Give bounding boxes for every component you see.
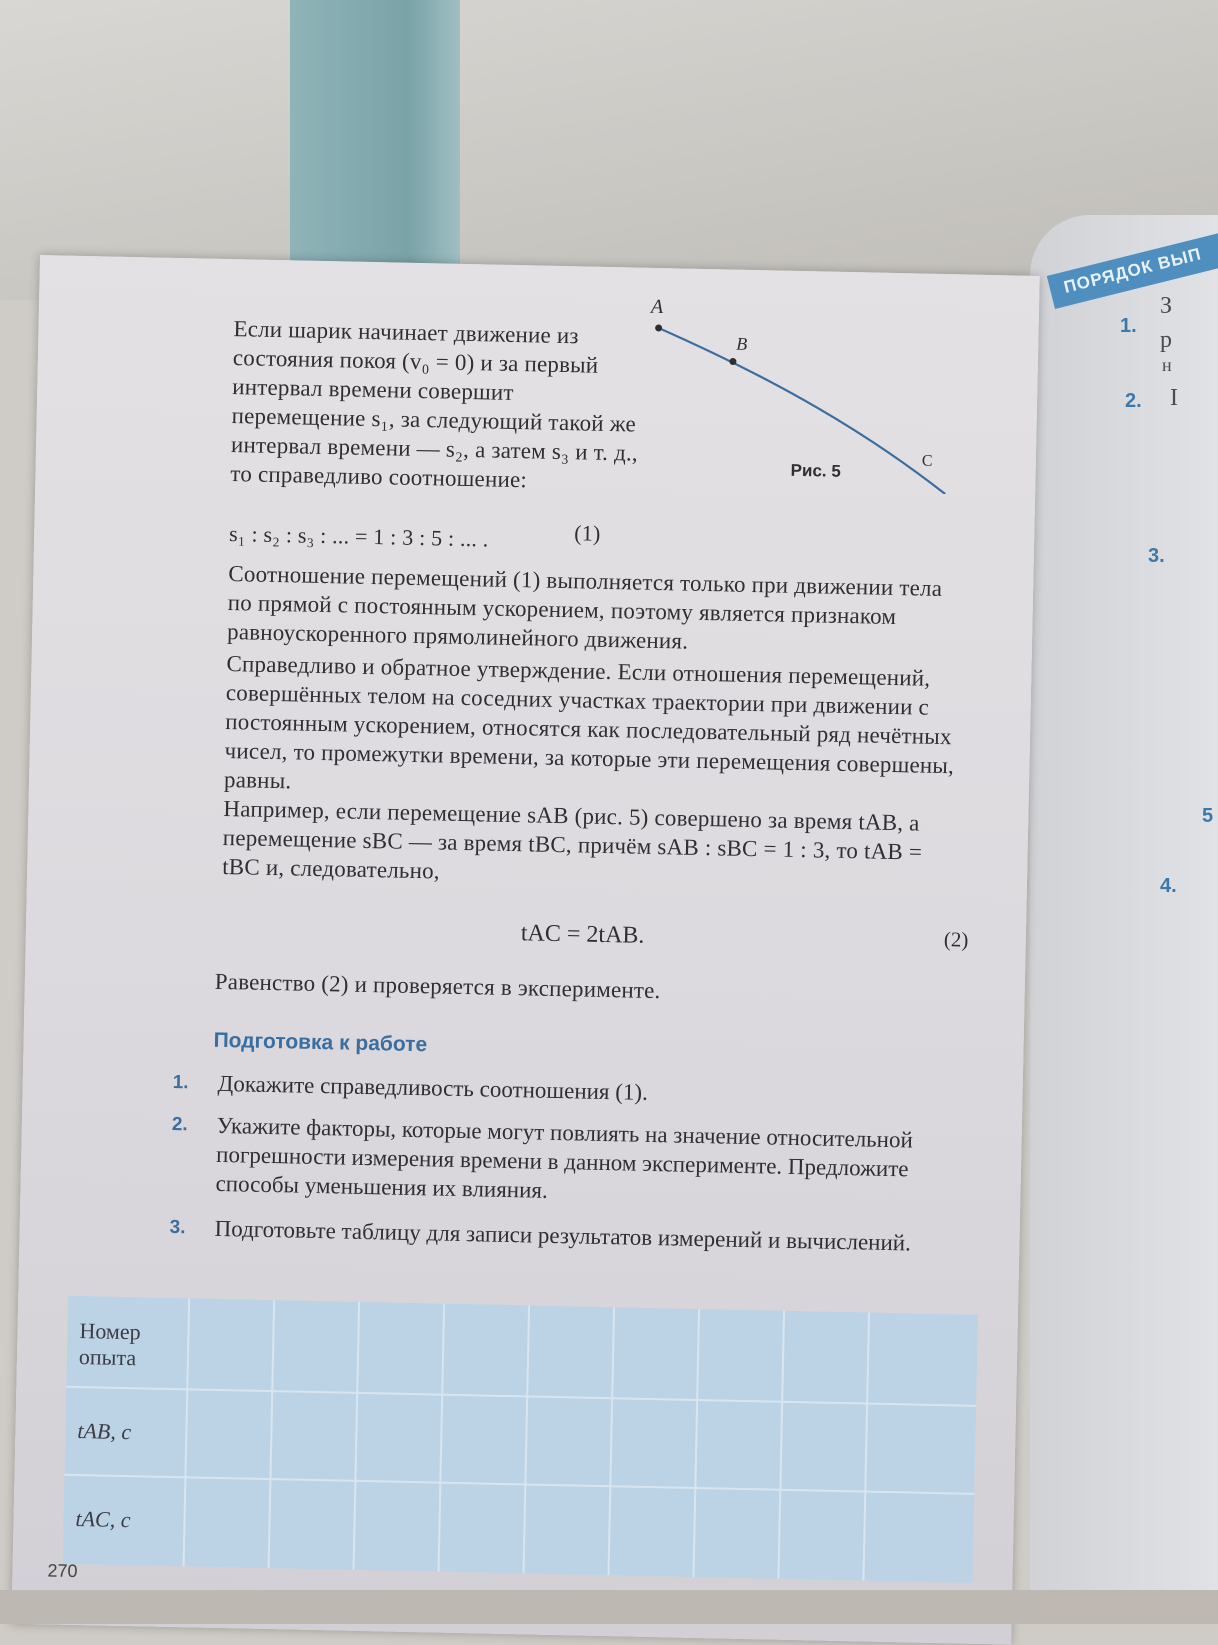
right-page-letter: р [1160, 327, 1172, 353]
point-c-label: C [921, 452, 933, 470]
section-title: Подготовка к работе [213, 1028, 428, 1057]
task-item [169, 1213, 949, 1258]
task-text: Укажите факторы, которые могут повлиять на значение относительной погрешности измерения времени в данном эксперименте. Предложите способы уменьшения их влияния. [215, 1112, 914, 1203]
background-strip [290, 0, 460, 270]
results-table [63, 1296, 978, 1583]
point-a-label: A [650, 295, 664, 319]
task-number: 1. [172, 1071, 189, 1094]
task-text: Подготовьте таблицу для записи результатов измерений и вычислений. [214, 1215, 912, 1256]
ratio-formula: s₁ : s₂ : s₃ : ... = 1 : 3 : 5 : ... . [228, 521, 489, 552]
table-row [63, 1474, 975, 1583]
point-b-label: B [736, 333, 748, 354]
background-bottom [0, 1590, 1218, 1624]
right-page-number: 5 [1202, 805, 1214, 827]
paragraph-2: Справедливо и обратное утверждение. Если отношения перемещений, совершённых телом на соседних участках траектории при движении с постоянным ускорением, относятся как последовательный ряд нечётных чисел, то промежутки времени, за которые эти перемещения совершены, равны. [223, 650, 955, 794]
table-row-label: tAC, с [75, 1506, 131, 1533]
textbook-page [11, 255, 1039, 1645]
right-page-number: 3. [1148, 545, 1165, 567]
table-row-label: Номер опыта [78, 1318, 141, 1371]
right-page-banner: ПОРЯДОК ВЫП [1047, 228, 1218, 309]
right-page-number: 1. [1120, 315, 1137, 337]
conclusion-text: Равенство (2) и проверяется в эксперименте. [214, 968, 661, 1004]
figure-caption: Рис. 5 [790, 460, 842, 481]
intro-text: Если шарик начинает движение из состояния покоя (v₀ = 0) и за первый интервал времени совершит перемещение s₁, за следующий такой же интервал времени — s₂, а затем s₃ и т. д., то справедливо соотношение: [230, 316, 639, 493]
task-item [170, 1110, 952, 1213]
paragraph-3: Например, если перемещение sAB (рис. 5) совершено за время tAB, а перемещение sBC — за время tBC, причём sAB : sBC = 1 : 3, то tAB = tBC и, следовательно, [221, 795, 923, 884]
equation: tAC = 2tAB. [520, 920, 645, 949]
page-number: 270 [47, 1560, 78, 1582]
paragraph-1: Соотношение перемещений (1) выполняется только при движении тела по прямой с постоянным ускорением, поэтому является признаком равноускоренного прямолинейного движения. [226, 561, 943, 654]
right-page-letter: I [1170, 385, 1178, 411]
ratio-number: (1) [574, 520, 601, 546]
task-number: 3. [169, 1216, 186, 1239]
equation-number: (2) [943, 927, 969, 952]
right-page [1030, 215, 1218, 1624]
right-page-letter: н [1162, 355, 1172, 375]
right-page-letter: З [1160, 293, 1173, 319]
table-row-label: tAB, с [77, 1418, 132, 1445]
task-text: Докажите справедливость соотношения (1). [217, 1070, 649, 1105]
task-number: 2. [171, 1113, 188, 1136]
task-item [172, 1068, 952, 1113]
right-page-number: 2. [1125, 390, 1142, 412]
right-page-number: 4. [1160, 875, 1177, 897]
point-a-marker [655, 324, 662, 331]
